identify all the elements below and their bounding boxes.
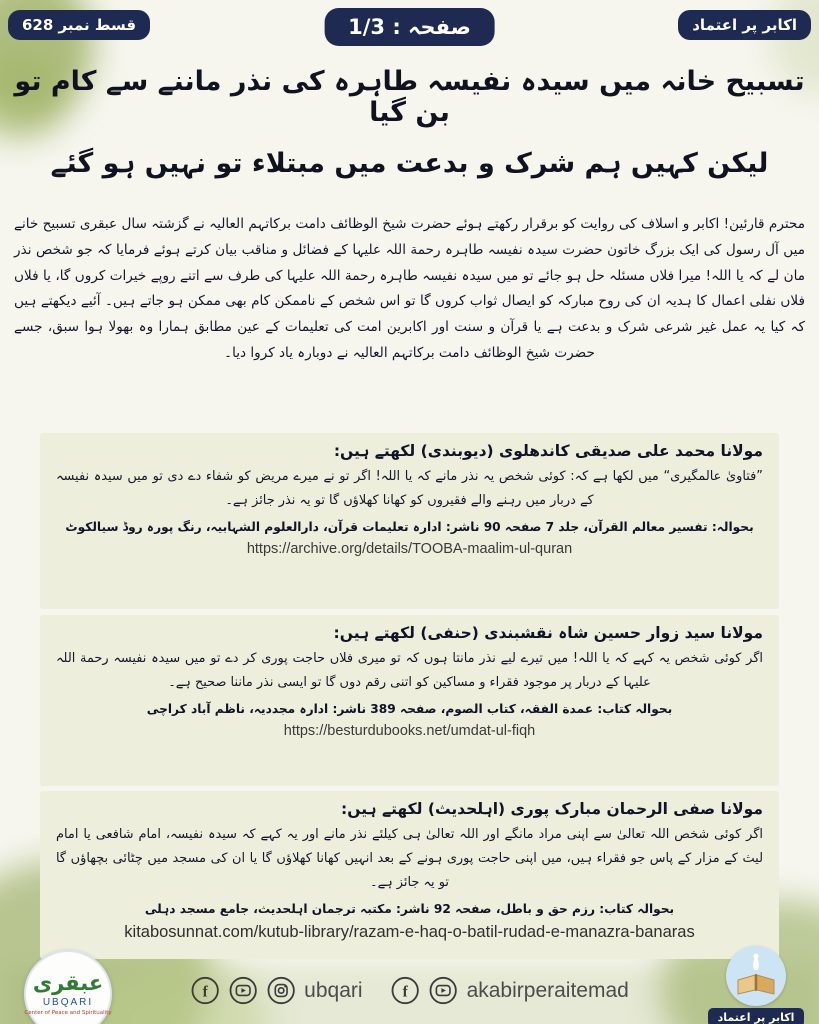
ubqari-logo-latin-text: UBQARI — [42, 996, 94, 1008]
quote-section-deobandi — [40, 433, 779, 609]
akabir-logo-emblem — [726, 946, 786, 1006]
section-source-link[interactable]: kitabosunnat.com/kutub-library/razam-e-haq-o-batil-rudad-e-manazra-banaras — [124, 922, 695, 941]
facebook-icon[interactable] — [190, 976, 219, 1005]
section-body: ”فتاویٰ عالمگیری“ میں لکھا ہے کہ: کوئی شخص یہ نذر مانے کہ یا اللہ! اگر تو نے میرے مریض کو شفاء دے دی تو میں سیدہ نفیسہ کے دربار میں رہنے والے فقیروں کو کھانا کھلاؤں گا تو یہ نذر جائز ہے۔ — [56, 469, 763, 508]
episode-number-badge: قسط نمبر 628 — [8, 10, 150, 40]
social-media-row — [190, 976, 629, 1005]
svg-text:f: f — [402, 983, 408, 1001]
page-number-badge: صفحہ : 1/3 — [324, 8, 495, 46]
section-heading: مولانا سید زوار حسین شاہ نقشبندی (حنفی) لکھتے ہیں: — [333, 624, 763, 642]
svg-text:f: f — [202, 983, 208, 1001]
intro-paragraph: محترم قارئین! اکابر و اسلاف کی روایت کو برقرار رکھتے ہوئے حضرت شیخ الوظائف دامت برکاتہم العالیہ نے گزشتہ سال عبقری تسبیح خانے میں آل رسول کی ایک بزرگ خاتون حضرت سیدہ نفیسہ طاہرہ رحمة اللہ علیہا کے فضائل و مناقب بیان کرتے ہوئے فرمایا کہ جو شخص نذر مان لے کہ یا اللہ! میرا فلاں مسئلہ حل ہو جائے تو میں سیدہ نفیسہ طاہرہ رحمة اللہ علیہا کی طرف سے اتنے روپے خیرات کروں گا، یا فلاں فلاں نفلی اعمال کا ہدیہ ان کی روح مبارکہ کو ایصال ثواب کروں گا تو اس شخص کے ناممکن کام بھی ممکن ہو جاتے ہیں۔ آئیے دیکھتے ہیں کہ کیا یہ عمل غیر شرعی شرک و بدعت ہے یا قرآن و سنت اور اکابرین امت کی تعلیمات کے عین مطابق ہمارا وہ بھولا ہوا سبق، جسے حضرت شیخ الوظائف دامت برکاتہم العالیہ نے دوبارہ یاد کروا دیا۔ — [14, 216, 805, 362]
section-reference: بحوالہ: تفسیر معالم القرآن، جلد 7 صفحہ 90 ناشر: ادارہ تعلیمات قرآن، دارالعلوم الشہابیہ، رنگ پورہ روڈ سیالکوٹ — [65, 519, 754, 534]
section-body: اگر کوئی شخص اللہ تعالیٰ سے اپنی مراد مانگے اور اللہ تعالیٰ ہی کیلئے نذر مانے اور یہ کہے کہ سیدہ نفیسہ، امام شافعی یا امام لیث کے مزار کے پاس جو فقراء ہیں، میں اپنی حاجت پوری ہونے کے بعد انہیں کھانا کھلاؤں گا یا ان کی مسجد میں چٹائی بچھاؤں گا تو یہ جائز ہے۔ — [56, 827, 763, 890]
akabir-logo — [705, 946, 807, 1024]
main-title — [0, 64, 819, 196]
youtube-icon[interactable] — [429, 976, 458, 1005]
ubqari-logo-urdu-text: عبقری — [32, 970, 104, 995]
brand-badge: اکابر پر اعتماد — [678, 10, 811, 40]
section-source-link[interactable]: https://besturdubooks.net/umdat-ul-fiqh — [283, 722, 536, 739]
ubqari-logo-tagline: Center of Peace and Spirituality — [24, 1009, 112, 1016]
akabir-handle: akabirperaitemad — [466, 978, 629, 1002]
section-body: اگر کوئی شخص یہ کہے کہ یا اللہ! میں تیرے لیے نذر مانتا ہوں کہ تو میری فلاں حاجت پوری کر دے تو میں سیدہ نفیسہ رحمة اللہ علیہا کے دربار پر موجود فقراء و مساکین کو اتنی رقم دوں گا تو ایسی نذر ماننا صحیح ہے۔ — [56, 651, 763, 690]
section-heading: مولانا صفی الرحمان مبارک پوری (اہلحدیث) لکھتے ہیں: — [341, 800, 763, 818]
section-reference: بحوالہ کتاب: رزم حق و باطل، صفحہ 92 ناشر: مکتبہ ترجمان اہلحدیث، جامع مسجد دہلی — [144, 901, 675, 916]
ubqari-handle: ubqari — [304, 978, 363, 1002]
section-heading: مولانا محمد علی صدیقی کاندھلوی (دیوبندی) لکھتے ہیں: — [333, 442, 763, 460]
main-title-line2: لیکن کہیں ہم شرک و بدعت میں مبتلاء تو نہیں ہو گئے — [50, 147, 769, 179]
section-reference: بحوالہ کتاب: عمدة الفقہ، کتاب الصوم، صفحہ 389 ناشر: ادارہ مجددیہ، ناظم آباد کراچی — [146, 701, 673, 716]
main-title-line1: تسبیح خانہ میں سیدہ نفیسہ طاہرہ کی نذر ماننے سے کام تو بن گیا — [14, 66, 805, 128]
quote-section-ahlehadith — [40, 791, 779, 959]
section-source-link[interactable]: https://archive.org/details/TOOBA-maalim-ul-quran — [246, 540, 573, 557]
open-book-bird-icon — [726, 946, 786, 1006]
facebook-icon[interactable] — [391, 976, 420, 1005]
akabir-logo-label: اکابر پر اعتماد — [708, 1008, 805, 1024]
youtube-icon[interactable] — [228, 976, 257, 1005]
instagram-icon[interactable] — [266, 976, 295, 1005]
quote-section-hanafi — [40, 615, 779, 786]
